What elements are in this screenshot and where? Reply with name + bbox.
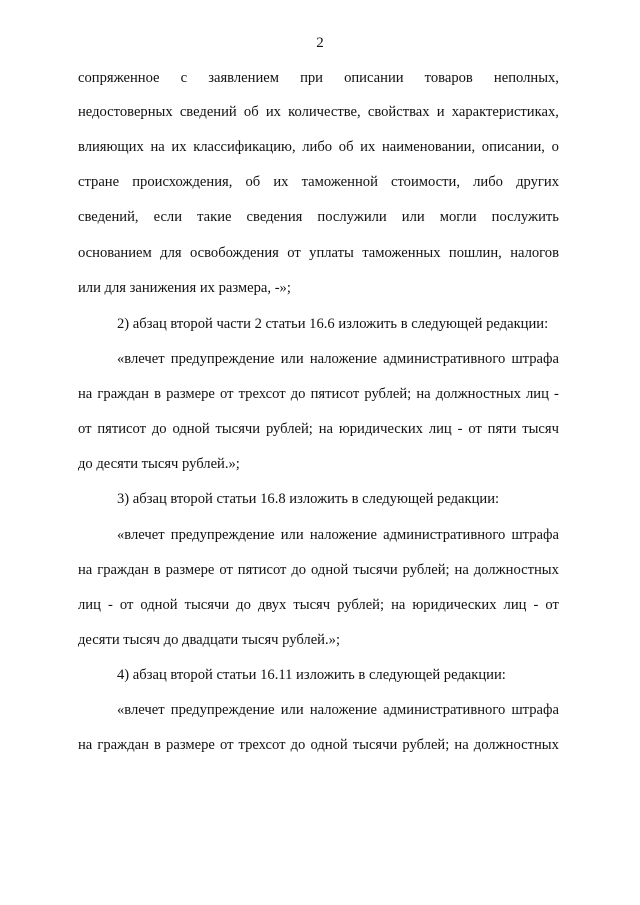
text-line: 4) абзац второй статьи 16.11 изложить в следующей редакции: [117,667,506,683]
text-line: стране происхождения, об их таможенной стоимости, либо других [78,174,559,190]
text-line: основанием для освобождения от уплаты таможенных пошлин, налогов [78,245,559,261]
text-line: на граждан в размере от пятисот до одной тысячи рублей; на должностных [78,562,559,578]
text-line: десяти тысяч до двадцати тысяч рублей.»; [78,632,340,648]
text-line: недостоверных сведений об их количестве, свойствах и характеристиках, [78,104,559,120]
text-line: лиц - от одной тысячи до двух тысяч рублей; на юридических лиц - от [78,597,559,613]
text-line: 3) абзац второй статьи 16.8 изложить в следующей редакции: [117,491,500,507]
text-line: от пятисот до одной тысячи рублей; на юридических лиц - от пяти тысяч [78,421,559,437]
text-line: «влечет предупреждение или наложение административного штрафа [117,351,559,367]
text-line: влияющих на их классификацию, либо об их наименовании, описании, о [78,139,559,155]
text-line: на граждан в размере от трехсот до одной тысячи рублей; на должностных [78,737,559,753]
text-line: сведений, если такие сведения послужили или могли послужить [78,209,559,225]
text-line: 2) абзац второй части 2 статьи 16.6 изложить в следующей редакции: [117,316,549,332]
text-line: «влечет предупреждение или наложение административного штрафа [117,702,559,718]
page-number: 2 [316,35,324,51]
text-line: на граждан в размере от трехсот до пятисот рублей; на должностных лиц - [78,386,559,402]
text-line: «влечет предупреждение или наложение административного штрафа [117,527,559,543]
text-line: сопряженное с заявлением при описании товаров неполных, [78,70,559,86]
text-line: или для занижения их размера, -»; [78,280,291,296]
text-line: до десяти тысяч рублей.»; [78,456,240,472]
